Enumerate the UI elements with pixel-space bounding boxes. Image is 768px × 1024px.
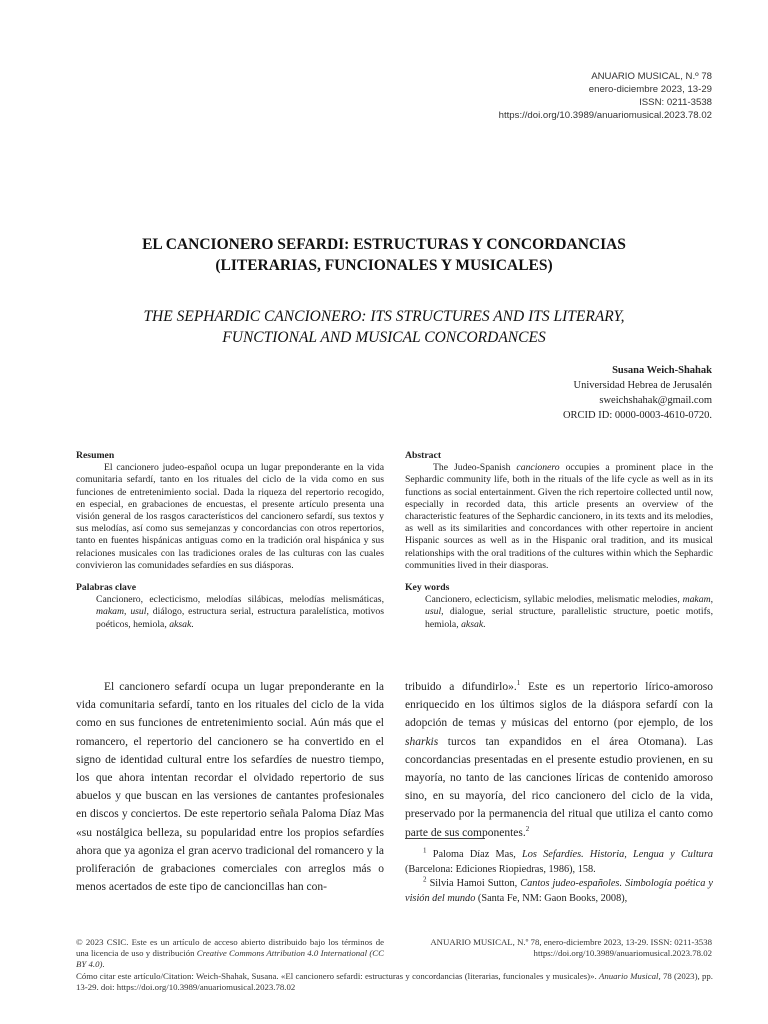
footnotes	[405, 848, 713, 906]
abstract-text	[405, 462, 713, 572]
citation-text: 78 (2023), pp. 13-29. doi: https://doi.org/10.3989/anuariomusical.2023.78.02	[76, 971, 713, 992]
footnote-title: Los Sefardíes. Historia, Lengua y Cultura	[522, 849, 713, 860]
body-paragraph: El cancionero sefardí ocupa un lugar preponderante en la vida comunitaria sefardí, tanto en los rituales del ciclo de la vida como en sus funciones de entretenimiento social. Aún más que el romancero, el repertorio del cancionero se ha convertido en el signo de identidad cultural entre los sefardíes de nuestro tiempo, los que ahora intentan recordar el olvidado repertorio de sus abuelos y que buscan en las versiones de cantantes profesionales en discos y conciertos. De este repertorio señala Paloma Díaz Mas «su nostálgica belleza, su popularidad entre los propios sefardíes ahora que ya agoniza el gran acervo tradicional del romancero y la proliferación de grabaciones comerciales con arreglos más o menos acertados de este tipo de cancioncillas han con-	[76, 681, 384, 894]
kw-part: , dialogue, serial structure, parallelistic structure, poetic motifs, hemiola,	[425, 606, 713, 630]
abstract-cancionero: cancionero	[516, 462, 560, 474]
resumen-section	[76, 450, 384, 631]
title-es-line1: EL CANCIONERO SEFARDI: ESTRUCTURAS Y CONCORDANCIAS	[142, 236, 626, 253]
issn: ISSN: 0211-3538	[639, 97, 712, 108]
title-en-line2: FUNCTIONAL AND MUSICAL CONCORDANCES	[222, 329, 546, 346]
kw-sep: ,	[123, 606, 131, 618]
kw-aksak: aksak	[169, 618, 192, 630]
title-es-line2: (LITERARIAS, FUNCIONALES Y MUSICALES)	[215, 257, 553, 274]
footnote-part: Paloma Díaz Mas,	[426, 849, 523, 860]
kw-sep: ,	[710, 594, 713, 606]
kw-part: , diálogo, estructura serial, estructura paralelística, motivos poéticos, hemiola,	[96, 606, 385, 630]
kw-makam: makam	[96, 606, 124, 618]
article-title-en	[60, 306, 708, 348]
body-part: Este es un repertorio lírico-amoroso enriquecido en los últimos siglos de la diáspora sefardí con la adopción de temas y músicas del entorno (por ejemplo, de los	[405, 681, 714, 730]
author-affiliation: Universidad Hebrea de Jerusalén	[573, 380, 712, 391]
resumen-heading: Resumen	[76, 450, 115, 461]
footnote-number: 2	[423, 875, 427, 884]
abstract-heading: Abstract	[405, 450, 442, 461]
resumen-text: El cancionero judeo-español ocupa un lugar preponderante en la vida comunitaria sefardí, tanto en los rituales del ciclo de la vida como en sus funciones de entretenimiento social. Dada la riqueza del repertorio recogido, en especial, en grabaciones de encuestas, el presente artículo presenta una visión general de los rasgos característicos del cancionero sefardí, sus textos y sus melodías, así como sus semejanzas y concordancias con otros repertorios, tanto en fuentes hispánicas antiguas como en la tradición oral hispánica y sus relaciones musicales con las tradiciones orales de las culturas con las cuales convivieron las comunidades sefardíes en sus diásporas.	[76, 462, 384, 571]
kw-makam: makam	[682, 594, 711, 606]
key-words-text	[405, 594, 713, 631]
journal-name: ANUARIO MUSICAL, N.º 78	[591, 71, 712, 82]
author-email[interactable]: sweichshahak@gmail.com	[599, 395, 712, 406]
footnote-ref-1[interactable]: 1	[516, 679, 521, 688]
citation	[76, 971, 713, 993]
title-en-line1: THE SEPHARDIC CANCIONERO: ITS STRUCTURES AND ITS LITERARY,	[143, 308, 625, 325]
body-right-column	[405, 678, 713, 842]
kw-part: Cancionero, eclecticismo, melodías silábicas, melodías melismáticas,	[96, 594, 384, 606]
body-paragraph	[405, 678, 713, 842]
author-orcid: ORCID ID: 0000-0003-4610-0720.	[562, 410, 712, 421]
footnote-part: (Barcelona: Ediciones Riopiedras, 1986), 158.	[405, 863, 596, 875]
author-name: Susana Weich-Shahak	[612, 365, 712, 376]
footer-doi[interactable]: https://doi.org/10.3989/anuariomusical.2023.78.02	[533, 948, 712, 958]
license-end: .	[102, 959, 105, 969]
citation-text: Cómo citar este artículo/Citation: Weich-Shahak, Susana. «El cancionero sefardi: estructuras y concordancias (literarias, funcionales y musicales)».	[76, 971, 599, 981]
author-block	[563, 363, 712, 423]
citation-journal: Anuario Musical,	[598, 971, 661, 981]
kw-end: .	[191, 618, 194, 630]
footer-journal-line: ANUARIO MUSICAL, N.º 78, enero-diciembre 2023, 13-29. ISSN: 0211-3538	[430, 937, 712, 947]
kw-aksak: aksak	[461, 618, 484, 630]
abstract-part: The Judeo-Spanish	[433, 462, 517, 474]
journal-header	[499, 70, 712, 122]
article-title-es	[60, 234, 708, 276]
kw-part: Cancionero, eclecticism, syllabic melodies, melismatic melodies,	[425, 594, 683, 606]
footnote-number: 1	[423, 846, 427, 855]
footnote-part: (Santa Fe, NM: Gaon Books, 2008),	[475, 892, 628, 904]
kw-end: .	[483, 618, 486, 630]
body-part: turcos tan expandidos en el área Otomana). Las concordancias presentadas en el presente estudio provienen, en su mayoría, no tanto de las canciones líricas de contenido amoroso sino, en su mayoría, del rico cancionero del ciclo de la vida, preservado por la permanencia del ritual que utiliza el canto como parte de sus componentes.	[405, 735, 713, 839]
footer-journal	[430, 937, 712, 959]
key-words-heading: Key words	[405, 582, 450, 594]
license-text: © 2023 CSIC. Este es un artículo de acceso abierto distribuido bajo los términos de una licencia de uso y distribución	[76, 937, 384, 958]
footnote-2	[405, 877, 713, 906]
body-left-column	[76, 678, 384, 896]
footnote-part: Silvia Hamoi Sutton,	[426, 878, 521, 889]
body-part: tribuido a difundirlo».	[405, 681, 517, 693]
footnote-1	[405, 848, 713, 877]
kw-usul: usul	[130, 606, 147, 618]
issue-dates: enero-diciembre 2023, 13-29	[588, 84, 712, 95]
abstract-part: occupies a prominent place in the Sephardic community life, both in the rituals of the life cycle as well as in its functions as social entertainment. Given the rich repertoire collected until now, especially in recorded data, this article presents an overview of the characteristic features of the Sephardic cancionero, in its texts and its melodies, as well as its similarities and concordances with other repertoire in ancient Hispanic sources as well as in the Hispanic oral tradition, and its musical relationships with the oral traditions of the cultures within which the Sephardic communities lived in their diasporas.	[405, 462, 714, 571]
footnote-title: Cantos judeo-españoles. Simbología poética y visión del mundo	[405, 878, 713, 904]
abstract-section	[405, 450, 713, 631]
kw-usul: usul	[425, 606, 442, 618]
body-sharkis: sharkis	[405, 735, 439, 748]
license-notice	[76, 937, 384, 970]
license-cc[interactable]: Creative Commons Attribution 4.0 International (CC BY 4.0)	[76, 948, 384, 969]
palabras-clave-text	[76, 594, 384, 631]
doi-link[interactable]: https://doi.org/10.3989/anuariomusical.2023.78.02	[498, 110, 712, 121]
palabras-clave-heading: Palabras clave	[76, 582, 136, 594]
footnote-ref-2[interactable]: 2	[525, 824, 530, 833]
footnote-rule	[405, 838, 485, 839]
